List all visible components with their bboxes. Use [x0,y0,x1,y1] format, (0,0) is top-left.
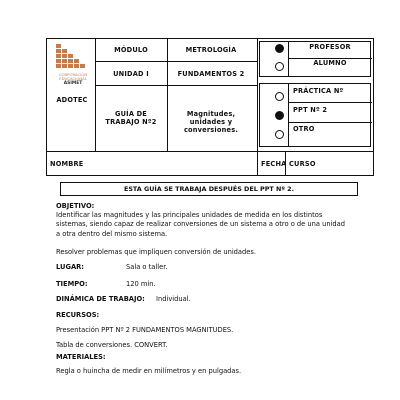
otro-label: OTRO [293,125,315,133]
divider [288,102,372,103]
objetivo-heading: OBJETIVO: [56,202,95,210]
modulo-label: MÓDULO [114,46,148,54]
recursos-heading: RECURSOS: [56,310,100,319]
divider [288,84,289,146]
alumno-label: ALUMNO [313,59,347,67]
unidad-label: UNIDAD I [113,70,149,78]
modulo-value: METROLOGÍA [185,46,237,54]
otro-radio[interactable] [275,130,284,139]
recurso-item: Tabla de conversiones. CONVERT. [56,341,168,350]
profesor-label: PROFESOR [309,43,351,51]
corporation-logo-icon [54,44,90,72]
objetivo-line: a otra dentro del mismo sistema. [56,229,168,238]
guide-content [56,202,376,377]
objetivo-line: Identificar las magnitudes y las principales unidades de medida en los distintos [56,211,323,220]
profesor-radio[interactable] [275,44,284,53]
lugar-row: LUGAR: Sala o taller. [56,263,168,272]
logo-caption: ADOTEC [56,96,88,104]
ppt-radio[interactable] [275,111,284,120]
guia-value: Magnitudes, unidades y conversiones. [183,110,239,135]
divider [288,122,372,123]
tiempo-row: TIEMPO: 120 min. [56,280,156,289]
resolver-text: Resolver problemas que impliquen conversión de unidades. [56,247,256,256]
divider [47,151,373,152]
alumno-radio[interactable] [275,62,284,71]
ppt-label: PPT Nº 2 [293,106,328,114]
curso-label: CURSO [289,160,316,168]
fecha-label: FECHA [261,160,287,168]
objetivo-line: sistemas, siendo capaz de realizar conversiones de un sistema a otro o de una unidad [56,220,346,229]
practica-label: PRÁCTICA Nº [293,87,344,95]
materiales-heading: MATERIALES: [56,353,106,362]
dinamica-row: DINÁMICA DE TRABAJO: Individual. [56,295,191,304]
divider [257,39,258,175]
notice-box: ESTA GUÍA SE TRABAJA DESPUÉS DEL PPT Nº 2. [60,182,358,196]
guia-label: GUÍA DE TRABAJO Nº2 [105,110,157,127]
logo-text: CORPORACIÓN EDUCACIONAL ASIMET [58,72,88,86]
divider [95,39,96,151]
recurso-item: Presentación PPT Nº 2 FUNDAMENTOS MAGNITUDES. [56,325,234,334]
unidad-value: FUNDAMENTOS 2 [177,70,245,78]
practica-radio[interactable] [275,92,284,101]
divider [95,85,257,86]
nombre-label: NOMBRE [50,160,84,168]
material-item: Regla o huincha de medir en milímetros y en pulgadas. [56,367,242,376]
divider [95,61,257,62]
divider [288,42,289,76]
